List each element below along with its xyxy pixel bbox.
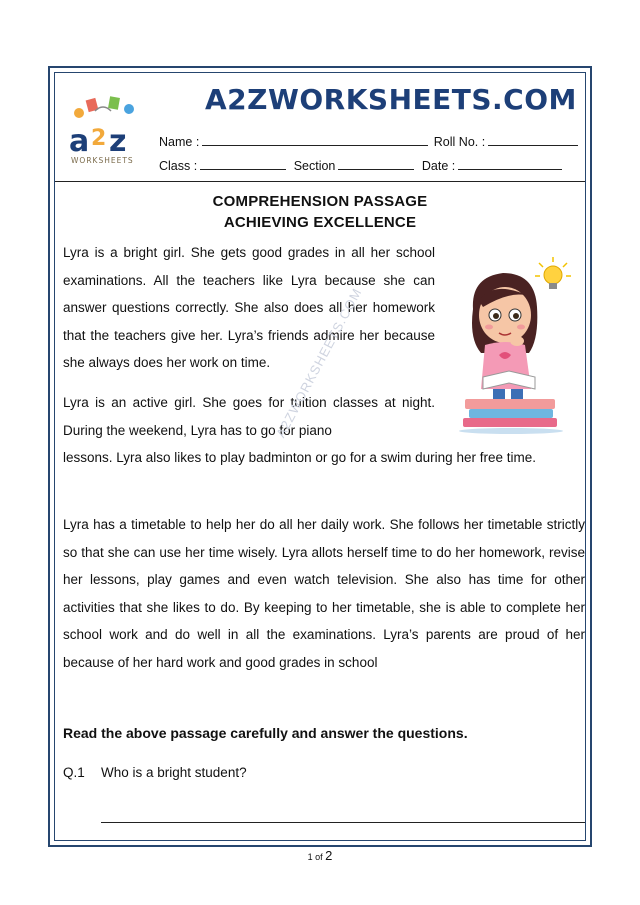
- section-label: Section: [293, 159, 336, 173]
- question-text: Who is a bright student?: [101, 765, 247, 780]
- section-field[interactable]: [338, 157, 414, 170]
- date-label: Date :: [421, 159, 456, 173]
- svg-text:a: a: [69, 124, 90, 159]
- girl-reading-illustration: [453, 249, 579, 435]
- date-field[interactable]: [458, 157, 562, 170]
- roll-label: Roll No. :: [433, 135, 486, 149]
- page-number-label: 1 of: [307, 852, 323, 862]
- instruction-text: Read the above passage carefully and answer the questions.: [63, 725, 468, 741]
- name-field[interactable]: [202, 133, 428, 146]
- name-roll-row: [159, 133, 578, 149]
- page-frame: [48, 66, 592, 847]
- roll-field[interactable]: [488, 133, 578, 146]
- question-1: [63, 765, 247, 780]
- name-label: Name :: [159, 135, 200, 149]
- svg-text:z: z: [109, 124, 127, 159]
- site-brand: A2ZWORKSHEETS.COM: [205, 83, 577, 116]
- passage-paragraph-3: Lyra has a timetable to help her do all her daily work. She follows her timetable strictly so that she can use her time wisely. Lyra allots herself time to do her homework, revise her lessons, play games and even watch television. She also has time for other activities that she likes to do. By keeping to her timetable, she is able to complete her school work and do well in all the examinations. Lyra’s parents are proud of her because of her hard work and good grades in school: [63, 517, 585, 670]
- light-bulb-icon: [535, 257, 571, 289]
- passage-heading: COMPREHENSION PASSAGE: [212, 193, 428, 210]
- page-number-total: 2: [325, 848, 333, 863]
- page-number: [0, 848, 640, 863]
- class-field[interactable]: [200, 157, 286, 170]
- passage-title: ACHIEVING EXCELLENCE: [223, 214, 417, 231]
- class-section-date-row: [159, 157, 562, 173]
- passage-paragraph-1: Lyra is a bright girl. She gets good grades in all her school examinations. All the teachers like Lyra because she can answer questions correctly. She also does all her homework that the teachers give her. Lyra’s friends admire her because she always does her work on time.: [63, 245, 435, 370]
- header-divider: [55, 181, 585, 182]
- passage-paragraph-2a: Lyra is an active girl. She goes for tuition classes at night. During the weekend, Lyra has to go for piano: [63, 395, 435, 438]
- answer-line-1[interactable]: [101, 822, 585, 823]
- class-label: Class :: [159, 159, 198, 173]
- question-number: Q.1: [63, 765, 85, 780]
- page-frame-inner: [54, 72, 586, 841]
- passage-paragraph-2b: lessons. Lyra also likes to play badminton or go for a swim during her free time.: [63, 450, 536, 465]
- svg-text:WORKSHEETS: WORKSHEETS: [71, 156, 134, 165]
- svg-text:2: 2: [91, 126, 107, 151]
- a2z-logo: [65, 91, 145, 171]
- watermark: A2ZWORKSHEETS.COM: [273, 285, 365, 441]
